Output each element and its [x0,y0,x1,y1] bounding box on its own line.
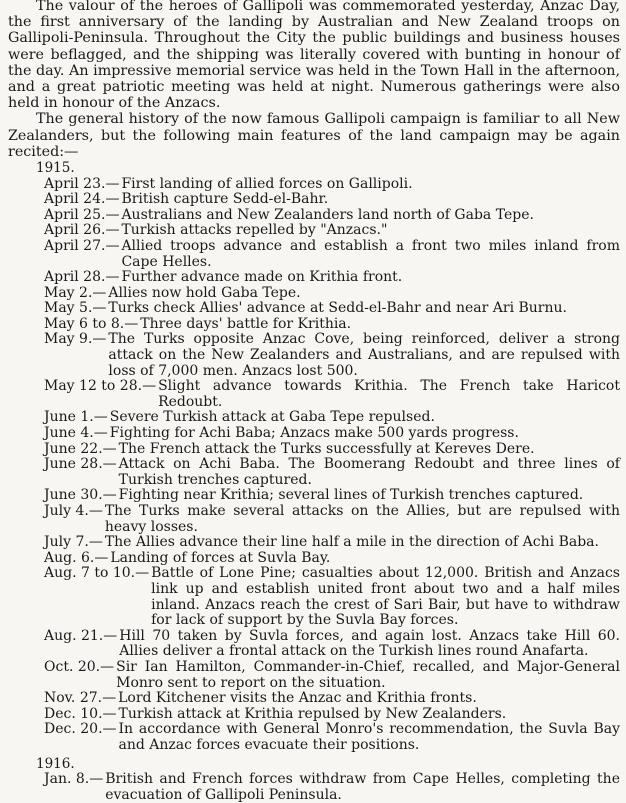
timeline-entry [8,504,620,535]
entry-date: Aug. 7 to 10. [44,565,136,582]
entry-text: Allied troops advance and establish a front two miles inland from Cape Helles. [121,237,620,270]
year-heading-1916: 1916. [36,755,75,772]
entry-text: Battle of Lone Pine; casualties about 12,000. British and Anzacs link up and establish united front about two and a half miles inland. Anzacs reach the crest of Sari Bair, but have to withdraw for lack of support by the Suvla Bay forces. [151,565,620,629]
entry-text: Severe Turkish attack at Gaba Tepe repulsed. [109,409,435,426]
entry-text: Turkish attacks repelled by "Anzacs." [121,222,388,239]
entry-text: Attack on Achi Baba. The Boomerang Redoubt and three lines of Turkish trenches captured. [118,456,620,488]
entry-text: Lord Kitchener visits the Anzac and Krithia fronts. [118,690,477,707]
timeline-entry [8,286,620,302]
timeline-entry [8,239,620,270]
entry-dash: — [92,284,107,301]
entry-text: Further advance made on Krithia front. [121,269,403,286]
timeline-entry [8,379,620,410]
entry-text: First landing of allied forces on Gallipoli. [121,175,413,192]
timeline-entry [8,270,620,286]
timeline-entry [8,192,620,208]
entry-dash: — [124,315,139,332]
entry-text: The Allies advance their line half a mile in the direction of Achi Baba. [104,534,599,551]
entry-dash: — [105,191,120,208]
entry-dash: — [94,549,109,566]
timeline-entry [8,566,620,628]
entry-dash: — [102,690,117,707]
timeline-entry [8,410,620,426]
timeline-entry [8,317,620,333]
entry-date: April 25. [44,206,106,223]
entry-dash: — [102,440,117,457]
entry-date: Aug. 6. [44,549,95,566]
entry-dash: — [105,237,120,254]
entry-date: April 27. [44,237,106,254]
entry-text: Turks check Allies' advance at Sedd-el-Bahr and near Ari Burnu. [108,300,567,317]
entry-dash: — [93,409,108,426]
entry-text: Turkish attack at Krithia repulsed by New Zealanders. [118,705,507,722]
entry-text: Hill 70 taken by Suvla forces, and again lost. Anzacs take Hill 60. Allies deliver a frontal attack on the Turkish lines round Anafarta. [119,627,620,660]
entry-text: Fighting for Achi Baba; Anzacs make 500 yards progress. [109,425,519,442]
timeline-1915 [8,177,620,754]
entry-dash: — [93,425,108,442]
year-heading-1915: 1915. [36,160,75,177]
timeline-entry [8,223,620,239]
entry-date: April 28. [44,269,106,286]
entry-date: Dec. 10. [44,705,103,722]
entry-dash: — [88,503,103,519]
entry-text: Australians and New Zealanders land north of Gaba Tepe. [121,206,534,223]
entry-text: Slight advance towards Krithia. The French take Haricot Redoubt. [158,378,620,410]
entry-text: Allies now hold Gaba Tepe. [108,284,301,301]
entry-date: May 12 to 28. [44,378,143,395]
entry-text: Landing of forces at Suvla Bay. [110,549,331,566]
entry-dash: — [100,658,115,675]
entry-text: The Turks opposite Anzac Cove, being reinforced, deliver a strong attack on the New Zealanders and Australians, and are repulsed with loss of 7,000 men. Anzacs lost 500. [108,331,620,379]
entry-text: Sir Ian Hamilton, Commander-in-Chief, recalled, and Major-General Monro sent to report on the situation. [116,658,620,691]
entry-dash: — [105,269,120,286]
entry-dash: — [88,534,103,551]
entry-dash: — [105,175,120,192]
entry-text: Fighting near Krithia; several lines of Turkish trenches captured. [118,487,584,504]
entry-text: The French attack the Turks successfully at Kereves Dere. [118,440,535,457]
entry-date: Nov. 27. [44,690,103,707]
timeline-entry [8,457,620,488]
timeline-entry [8,301,620,317]
entry-date: Dec. 20. [44,721,103,738]
timeline-entry [8,629,620,660]
entry-date: June 28. [44,456,103,473]
entry-text: The Turks make several attacks on the Allies, but are repulsed with heavy losses. [104,503,620,535]
timeline-entry [8,442,620,458]
entry-dash: — [102,721,117,738]
entry-date: Jan. 8. [44,771,90,787]
entry-dash: — [92,300,107,317]
timeline-entry [8,660,620,691]
entry-dash: — [92,331,107,348]
entry-text: Three days' battle for Krithia. [140,315,352,332]
timeline-entry [8,772,620,803]
timeline-entry [8,426,620,442]
entry-dash: — [89,771,104,787]
entry-date: July 4. [44,503,89,519]
entry-dash: — [102,705,117,722]
entry-dash: — [135,565,150,582]
entry-date: April 26. [44,222,106,239]
entry-date: May 9. [44,331,93,348]
timeline-entry [8,535,620,551]
entry-date: May 6 to 8. [44,315,125,332]
entry-text: In accordance with General Monro's recommendation, the Suvla Bay and Anzac forces evacuate their positions. [118,721,620,753]
timeline-entry [8,707,620,723]
entry-dash: — [142,378,157,395]
entry-date: June 30. [44,487,103,504]
entry-date: June 1. [44,409,94,426]
timeline-1916 [8,772,620,803]
timeline-entry [8,691,620,707]
timeline-entry [8,722,620,753]
entry-date: May 5. [44,300,93,317]
timeline-entry [8,177,620,193]
history-paragraph: The general history of the now famous Gallipoli campaign is familiar to all New Zealanders, but the following main features of the land campaign may be again recited:— [8,111,620,160]
timeline-entry [8,332,620,379]
entry-date: June 4. [44,425,94,442]
entry-date: Aug. 21. [44,627,104,644]
timeline-entry [8,551,620,567]
entry-date: Oct. 20. [44,658,101,675]
entry-dash: — [102,487,117,504]
entry-dash: — [105,222,120,239]
entry-text: British and French forces withdraw from Cape Helles, completing the evacuation of Gallipoli Peninsula. [105,771,620,803]
timeline-entry [8,208,620,224]
entry-date: July 7. [44,534,89,551]
entry-date: April 24. [44,191,106,208]
entry-date: April 23. [44,175,106,192]
entry-dash: — [103,627,118,644]
entry-date: June 22. [44,440,103,457]
entry-text: British capture Sedd-el-Bahr. [121,191,329,208]
entry-dash: — [105,206,120,223]
entry-date: May 2. [44,284,93,301]
entry-dash: — [102,456,117,473]
timeline-entry [8,488,620,504]
intro-paragraph: The valour of the heroes of Gallipoli was commemorated yesterday, Anzac Day, the first anniversary of the landing by Australian and New Zealand troops on Gallipoli-Peninsula. Throughout the City the public buildings and business houses were beflagged, and the shipping was literally covered with bunting in honour of the day. An impressive memorial service was held in the Town Hall in the afternoon, and a great patriotic meeting was held at night. Numerous gatherings were also held in honour of the Anzacs. [8,0,620,112]
